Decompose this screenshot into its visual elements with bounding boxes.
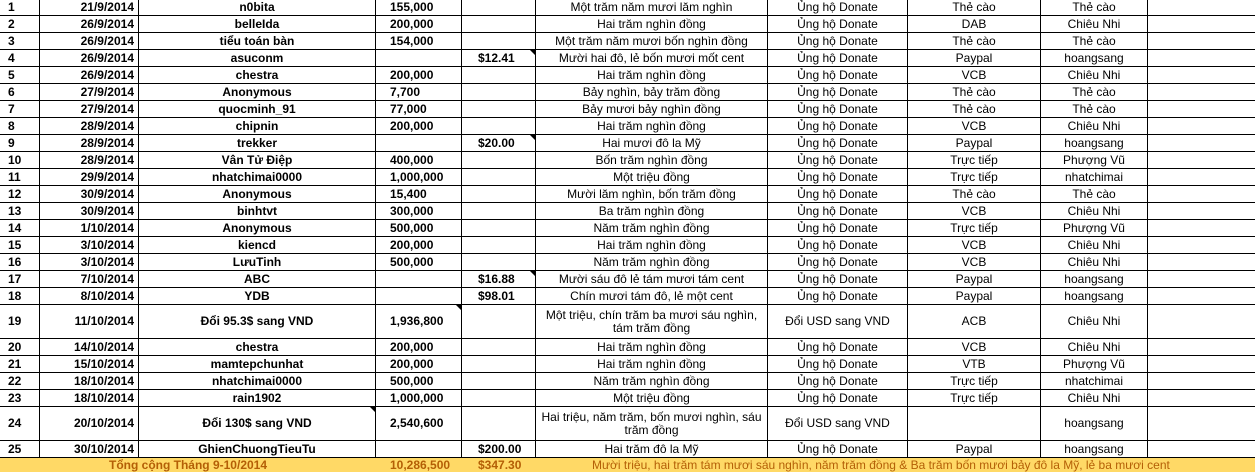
cell-type[interactable]: Đổi USD sang VND xyxy=(768,305,908,339)
cell-method[interactable]: DAB xyxy=(908,16,1041,33)
cell-vnd[interactable]: 200,000 xyxy=(376,16,462,33)
cell-text[interactable]: Hai trăm nghìn đồng xyxy=(536,16,768,33)
cell-method[interactable]: VCB xyxy=(908,118,1041,135)
cell-name[interactable]: nhatchimai0000 xyxy=(139,373,376,390)
cell-receiver[interactable]: Phượng Vũ xyxy=(1041,152,1148,169)
cell-usd[interactable] xyxy=(462,101,536,118)
cell-method[interactable]: Paypal xyxy=(908,50,1041,67)
cell-vnd[interactable] xyxy=(376,271,462,288)
cell-receiver[interactable]: nhatchimai xyxy=(1041,169,1148,186)
cell-receiver[interactable]: Chiêu Nhi xyxy=(1041,237,1148,254)
cell-text[interactable]: Mười sáu đô lẻ tám mươi tám cent xyxy=(536,271,768,288)
empty-cell[interactable] xyxy=(1148,254,1255,271)
cell-stt[interactable]: 13 xyxy=(0,203,40,220)
cell-method[interactable]: Thẻ cào xyxy=(908,33,1041,50)
comment-indicator-icon xyxy=(530,271,535,276)
cell-stt[interactable]: 9 xyxy=(0,135,40,152)
cell-date[interactable]: 27/9/2014 xyxy=(40,84,139,101)
cell-usd[interactable] xyxy=(462,0,536,16)
cell-receiver[interactable]: Phượng Vũ xyxy=(1041,220,1148,237)
cell-name[interactable]: Đổi 95.3$ sang VND xyxy=(139,305,376,339)
cell-vnd[interactable]: 77,000 xyxy=(376,101,462,118)
cell-date[interactable]: 18/10/2014 xyxy=(40,373,139,390)
cell-method[interactable]: Trực tiếp xyxy=(908,373,1041,390)
cell-stt[interactable]: 18 xyxy=(0,288,40,305)
comment-indicator-icon xyxy=(530,50,535,55)
cell-text[interactable]: Bảy nghìn, bảy trăm đồng xyxy=(536,84,768,101)
empty-cell[interactable] xyxy=(1148,135,1255,152)
cell-name[interactable]: belleIda xyxy=(139,16,376,33)
cell-date[interactable]: 8/10/2014 xyxy=(40,288,139,305)
cell-date[interactable]: 28/9/2014 xyxy=(40,135,139,152)
cell-text[interactable]: Một triệu đồng xyxy=(536,169,768,186)
cell-stt[interactable]: 19 xyxy=(0,305,40,339)
cell-method[interactable]: Thẻ cào xyxy=(908,0,1041,16)
cell-text[interactable]: Hai trăm nghìn đồng xyxy=(536,339,768,356)
cell-name[interactable]: chestra xyxy=(139,67,376,84)
cell-stt[interactable]: 1 xyxy=(0,0,40,16)
comment-indicator-icon xyxy=(370,407,375,412)
cell-name[interactable]: LưuTinh xyxy=(139,254,376,271)
empty-cell[interactable] xyxy=(1148,50,1255,67)
cell-vnd[interactable]: 200,000 xyxy=(376,339,462,356)
cell-text[interactable]: Năm trăm nghìn đồng xyxy=(536,254,768,271)
cell-type[interactable]: Ủng hộ Donate xyxy=(768,441,908,458)
cell-text[interactable]: Năm trăm nghìn đồng xyxy=(536,373,768,390)
cell-date[interactable]: 26/9/2014 xyxy=(40,67,139,84)
cell-type[interactable]: Ủng hộ Donate xyxy=(768,373,908,390)
cell-usd[interactable] xyxy=(462,305,536,339)
cell-vnd[interactable] xyxy=(376,441,462,458)
cell-method[interactable]: Paypal xyxy=(908,288,1041,305)
cell-type[interactable]: Ủng hộ Donate xyxy=(768,0,908,16)
cell-name[interactable]: tiểu toán bàn xyxy=(139,33,376,50)
cell-method[interactable]: Thẻ cào xyxy=(908,84,1041,101)
cell-method[interactable]: VTB xyxy=(908,356,1041,373)
cell-type[interactable]: Ủng hộ Donate xyxy=(768,237,908,254)
cell-vnd[interactable]: 155,000 xyxy=(376,0,462,16)
cell-stt[interactable]: 21 xyxy=(0,356,40,373)
empty-cell[interactable] xyxy=(1148,339,1255,356)
cell-name[interactable]: quocminh_91 xyxy=(139,101,376,118)
cell-usd[interactable] xyxy=(462,254,536,271)
empty-cell[interactable] xyxy=(1148,169,1255,186)
cell-name[interactable]: nhatchimai0000 xyxy=(139,169,376,186)
cell-receiver[interactable]: Chiêu Nhi xyxy=(1041,305,1148,339)
cell-stt[interactable]: 14 xyxy=(0,220,40,237)
cell-usd[interactable] xyxy=(462,390,536,407)
cell-receiver[interactable]: hoangsang xyxy=(1041,135,1148,152)
cell-text[interactable]: Hai trăm nghìn đồng xyxy=(536,67,768,84)
cell-name[interactable]: YDB xyxy=(139,288,376,305)
cell-type[interactable]: Ủng hộ Donate xyxy=(768,169,908,186)
cell-date[interactable]: 28/9/2014 xyxy=(40,152,139,169)
cell-text[interactable]: Hai mươi đô la Mỹ xyxy=(536,135,768,152)
cell-date[interactable]: 3/10/2014 xyxy=(40,254,139,271)
empty-cell[interactable] xyxy=(1148,67,1255,84)
cell-usd[interactable] xyxy=(462,220,536,237)
cell-stt[interactable]: 20 xyxy=(0,339,40,356)
cell-usd[interactable] xyxy=(462,203,536,220)
cell-vnd[interactable]: 200,000 xyxy=(376,118,462,135)
cell-method[interactable]: Trực tiếp xyxy=(908,390,1041,407)
cell-usd[interactable] xyxy=(462,356,536,373)
cell-date[interactable]: 26/9/2014 xyxy=(40,33,139,50)
cell-name[interactable]: mamtepchunhat xyxy=(139,356,376,373)
empty-cell[interactable] xyxy=(1148,16,1255,33)
cell-stt[interactable]: 22 xyxy=(0,373,40,390)
cell-usd[interactable] xyxy=(462,84,536,101)
empty-cell[interactable] xyxy=(1148,84,1255,101)
cell-date[interactable]: 18/10/2014 xyxy=(40,390,139,407)
empty-cell[interactable] xyxy=(1148,33,1255,50)
cell-receiver[interactable]: Thẻ cào xyxy=(1041,0,1148,16)
cell-method[interactable]: VCB xyxy=(908,237,1041,254)
total-vnd[interactable]: 10,286,500 xyxy=(376,458,462,472)
cell-vnd[interactable]: 154,000 xyxy=(376,33,462,50)
empty-cell[interactable] xyxy=(1148,203,1255,220)
cell-vnd[interactable]: 200,000 xyxy=(376,67,462,84)
cell-usd[interactable] xyxy=(462,152,536,169)
cell-stt[interactable]: 8 xyxy=(0,118,40,135)
cell-name[interactable]: Vân Tử Điệp xyxy=(139,152,376,169)
cell-usd[interactable] xyxy=(462,67,536,84)
cell-type[interactable]: Ủng hộ Donate xyxy=(768,101,908,118)
cell-name[interactable]: GhienChuongTieuTu xyxy=(139,441,376,458)
cell-date[interactable]: 26/9/2014 xyxy=(40,50,139,67)
cell-stt[interactable]: 6 xyxy=(0,84,40,101)
cell-vnd[interactable]: 500,000 xyxy=(376,254,462,271)
cell-vnd[interactable] xyxy=(376,50,462,67)
empty-cell[interactable] xyxy=(1148,305,1255,339)
empty-cell[interactable] xyxy=(1148,356,1255,373)
cell-type[interactable]: Ủng hộ Donate xyxy=(768,50,908,67)
cell-usd[interactable] xyxy=(462,16,536,33)
cell-stt[interactable]: 5 xyxy=(0,67,40,84)
cell-method[interactable]: Trực tiếp xyxy=(908,169,1041,186)
cell-text[interactable]: Bảy mươi bảy nghìn đồng xyxy=(536,101,768,118)
cell-receiver[interactable]: nhatchimai xyxy=(1041,373,1148,390)
cell-date[interactable]: 27/9/2014 xyxy=(40,101,139,118)
cell-vnd[interactable]: 1,000,000 xyxy=(376,390,462,407)
cell-name[interactable]: trekker xyxy=(139,135,376,152)
cell-stt[interactable]: 17 xyxy=(0,271,40,288)
empty-cell[interactable] xyxy=(1148,237,1255,254)
cell-receiver[interactable]: Chiêu Nhi xyxy=(1041,339,1148,356)
cell-vnd[interactable]: 500,000 xyxy=(376,220,462,237)
cell-text[interactable]: Hai trăm nghìn đồng xyxy=(536,237,768,254)
cell-date[interactable]: 11/10/2014 xyxy=(40,305,139,339)
cell-vnd[interactable]: 1,936,800 xyxy=(376,305,462,339)
cell-name[interactable]: Anonymous xyxy=(139,220,376,237)
cell-date[interactable]: 29/9/2014 xyxy=(40,169,139,186)
cell-type[interactable]: Ủng hộ Donate xyxy=(768,339,908,356)
cell-type[interactable]: Ủng hộ Donate xyxy=(768,254,908,271)
cell-date[interactable]: 15/10/2014 xyxy=(40,356,139,373)
cell-stt[interactable]: 23 xyxy=(0,390,40,407)
cell-stt[interactable]: 11 xyxy=(0,169,40,186)
cell-method[interactable]: VCB xyxy=(908,254,1041,271)
cell-name[interactable]: Anonymous xyxy=(139,186,376,203)
cell-text[interactable]: Chín mươi tám đô, lẻ một cent xyxy=(536,288,768,305)
empty-cell[interactable] xyxy=(1148,271,1255,288)
cell-type[interactable]: Ủng hộ Donate xyxy=(768,152,908,169)
cell-usd[interactable]: $12.41 xyxy=(462,50,536,67)
cell-date[interactable]: 20/10/2014 xyxy=(40,407,139,441)
cell-type[interactable]: Ủng hộ Donate xyxy=(768,118,908,135)
cell-usd[interactable] xyxy=(462,373,536,390)
cell-vnd[interactable]: 15,400 xyxy=(376,186,462,203)
cell-type[interactable]: Ủng hộ Donate xyxy=(768,288,908,305)
cell-type[interactable]: Ủng hộ Donate xyxy=(768,203,908,220)
cell-vnd[interactable] xyxy=(376,135,462,152)
cell-usd[interactable] xyxy=(462,169,536,186)
cell-text[interactable]: Một trăm năm mươi lăm nghìn xyxy=(536,0,768,16)
empty-cell[interactable] xyxy=(1148,186,1255,203)
cell-stt[interactable]: 24 xyxy=(0,407,40,441)
cell-receiver[interactable]: hoangsang xyxy=(1041,441,1148,458)
cell-type[interactable]: Ủng hộ Donate xyxy=(768,84,908,101)
cell-vnd[interactable]: 300,000 xyxy=(376,203,462,220)
cell-name[interactable]: rain1902 xyxy=(139,390,376,407)
cell-method[interactable]: VCB xyxy=(908,203,1041,220)
cell-type[interactable]: Ủng hộ Donate xyxy=(768,186,908,203)
cell-vnd[interactable]: 500,000 xyxy=(376,373,462,390)
cell-text[interactable]: Hai triệu, năm trăm, bốn mươi nghìn, sáu trăm đồng xyxy=(536,407,768,441)
cell-method[interactable]: ACB xyxy=(908,305,1041,339)
cell-type[interactable]: Ủng hộ Donate xyxy=(768,135,908,152)
cell-method[interactable]: Thẻ cào xyxy=(908,101,1041,118)
cell-date[interactable]: 21/9/2014 xyxy=(40,0,139,16)
cell-name[interactable]: ABC xyxy=(139,271,376,288)
cell-receiver[interactable]: hoangsang xyxy=(1041,407,1148,441)
cell-stt[interactable]: 10 xyxy=(0,152,40,169)
cell-stt[interactable]: 7 xyxy=(0,101,40,118)
cell-type[interactable]: Đổi USD sang VND xyxy=(768,407,908,441)
cell-stt[interactable]: 12 xyxy=(0,186,40,203)
empty-cell[interactable] xyxy=(1148,390,1255,407)
cell-method[interactable] xyxy=(908,407,1041,441)
cell-usd[interactable] xyxy=(462,33,536,50)
cell-usd[interactable] xyxy=(462,407,536,441)
comment-indicator-icon xyxy=(456,305,461,310)
empty-cell[interactable] xyxy=(1148,0,1255,16)
cell-method[interactable]: Paypal xyxy=(908,441,1041,458)
cell-text[interactable]: Hai trăm đô la Mỹ xyxy=(536,441,768,458)
total-usd[interactable]: $347.30 xyxy=(462,458,536,472)
cell-date[interactable]: 30/10/2014 xyxy=(40,441,139,458)
cell-text[interactable]: Một triệu, chín trăm ba mươi sáu nghìn, tám trăm đồng xyxy=(536,305,768,339)
cell-date[interactable]: 30/9/2014 xyxy=(40,186,139,203)
cell-type[interactable]: Ủng hộ Donate xyxy=(768,220,908,237)
cell-receiver[interactable]: Chiêu Nhi xyxy=(1041,254,1148,271)
cell-text[interactable]: Năm trăm nghìn đồng xyxy=(536,220,768,237)
cell-name[interactable]: n0bita xyxy=(139,0,376,16)
cell-name[interactable]: chestra xyxy=(139,339,376,356)
cell-vnd[interactable]: 400,000 xyxy=(376,152,462,169)
cell-stt[interactable]: 15 xyxy=(0,237,40,254)
cell-vnd[interactable]: 7,700 xyxy=(376,84,462,101)
cell-name[interactable]: Anonymous xyxy=(139,84,376,101)
cell-date[interactable]: 14/10/2014 xyxy=(40,339,139,356)
cell-text[interactable]: Bốn trăm nghìn đồng xyxy=(536,152,768,169)
cell-receiver[interactable]: Thẻ cào xyxy=(1041,101,1148,118)
cell-stt[interactable]: 25 xyxy=(0,441,40,458)
total-text[interactable]: Mười triệu, hai trăm tám mươi sáu nghìn, năm trăm đồng & Ba trăm bốn mươi bảy đô la Mỹ, lẻ ba mươi cent xyxy=(536,458,1255,472)
cell-usd[interactable]: $200.00 xyxy=(462,441,536,458)
cell-method[interactable]: Paypal xyxy=(908,135,1041,152)
cell-date[interactable]: 28/9/2014 xyxy=(40,118,139,135)
cell-receiver[interactable]: Chiêu Nhi xyxy=(1041,67,1148,84)
cell-receiver[interactable]: hoangsang xyxy=(1041,271,1148,288)
cell-text[interactable]: Hai trăm nghìn đồng xyxy=(536,356,768,373)
cell-name[interactable]: binhtvt xyxy=(139,203,376,220)
cell-receiver[interactable]: Thẻ cào xyxy=(1041,84,1148,101)
cell-date[interactable]: 30/9/2014 xyxy=(40,203,139,220)
cell-vnd[interactable]: 200,000 xyxy=(376,356,462,373)
empty-cell[interactable] xyxy=(1148,288,1255,305)
empty-cell[interactable] xyxy=(1148,101,1255,118)
cell-date[interactable]: 26/9/2014 xyxy=(40,16,139,33)
cell-receiver[interactable]: Chiêu Nhi xyxy=(1041,203,1148,220)
cell-method[interactable]: Trực tiếp xyxy=(908,152,1041,169)
cell-method[interactable]: Trực tiếp xyxy=(908,220,1041,237)
cell-receiver[interactable]: Chiêu Nhi xyxy=(1041,390,1148,407)
cell-method[interactable]: VCB xyxy=(908,67,1041,84)
cell-name[interactable]: kiencd xyxy=(139,237,376,254)
cell-stt[interactable]: 4 xyxy=(0,50,40,67)
empty-cell[interactable] xyxy=(1148,152,1255,169)
cell-type[interactable]: Ủng hộ Donate xyxy=(768,67,908,84)
cell-receiver[interactable]: Thẻ cào xyxy=(1041,186,1148,203)
cell-stt[interactable]: 2 xyxy=(0,16,40,33)
cell-text[interactable]: Một triệu đồng xyxy=(536,390,768,407)
cell-date[interactable]: 7/10/2014 xyxy=(40,271,139,288)
comment-indicator-icon xyxy=(530,135,535,140)
empty-cell[interactable] xyxy=(1148,407,1255,441)
cell-receiver[interactable]: Thẻ cào xyxy=(1041,33,1148,50)
cell-receiver[interactable]: Phượng Vũ xyxy=(1041,356,1148,373)
empty-cell[interactable] xyxy=(1148,220,1255,237)
cell-method[interactable]: Paypal xyxy=(908,271,1041,288)
cell-type[interactable]: Ủng hộ Donate xyxy=(768,271,908,288)
cell-text[interactable]: Mười lăm nghìn, bốn trăm đồng xyxy=(536,186,768,203)
empty-cell[interactable] xyxy=(1148,118,1255,135)
cell-name[interactable]: chipnin xyxy=(139,118,376,135)
total-label[interactable]: Tổng cộng Tháng 9-10/2014 xyxy=(0,458,376,472)
cell-vnd[interactable]: 2,540,600 xyxy=(376,407,462,441)
cell-usd[interactable] xyxy=(462,118,536,135)
cell-type[interactable]: Ủng hộ Donate xyxy=(768,33,908,50)
cell-type[interactable]: Ủng hộ Donate xyxy=(768,16,908,33)
cell-type[interactable]: Ủng hộ Donate xyxy=(768,356,908,373)
cell-date[interactable]: 1/10/2014 xyxy=(40,220,139,237)
cell-usd[interactable] xyxy=(462,186,536,203)
cell-date[interactable]: 3/10/2014 xyxy=(40,237,139,254)
cell-vnd[interactable]: 1,000,000 xyxy=(376,169,462,186)
cell-stt[interactable]: 16 xyxy=(0,254,40,271)
cell-type[interactable]: Ủng hộ Donate xyxy=(768,390,908,407)
cell-method[interactable]: Thẻ cào xyxy=(908,186,1041,203)
cell-receiver[interactable]: Chiêu Nhi xyxy=(1041,118,1148,135)
cell-name[interactable]: asuconm xyxy=(139,50,376,67)
cell-receiver[interactable]: hoangsang xyxy=(1041,288,1148,305)
cell-stt[interactable]: 3 xyxy=(0,33,40,50)
cell-usd[interactable]: $16.88 xyxy=(462,271,536,288)
cell-text[interactable]: Một trăm năm mươi bốn nghìn đồng xyxy=(536,33,768,50)
cell-receiver[interactable]: Chiêu Nhi xyxy=(1041,16,1148,33)
cell-text[interactable]: Hai trăm nghìn đồng xyxy=(536,118,768,135)
cell-usd[interactable]: $20.00 xyxy=(462,135,536,152)
cell-vnd[interactable]: 200,000 xyxy=(376,237,462,254)
cell-text[interactable]: Mười hai đô, lẻ bốn mươi mốt cent xyxy=(536,50,768,67)
empty-cell[interactable] xyxy=(1148,373,1255,390)
cell-vnd[interactable] xyxy=(376,288,462,305)
empty-cell[interactable] xyxy=(1148,441,1255,458)
cell-name[interactable]: Đổi 130$ sang VND xyxy=(139,407,376,441)
cell-usd[interactable] xyxy=(462,339,536,356)
cell-usd[interactable] xyxy=(462,237,536,254)
cell-usd[interactable]: $98.01 xyxy=(462,288,536,305)
cell-receiver[interactable]: hoangsang xyxy=(1041,50,1148,67)
cell-method[interactable]: VCB xyxy=(908,339,1041,356)
cell-text[interactable]: Ba trăm nghìn đồng xyxy=(536,203,768,220)
